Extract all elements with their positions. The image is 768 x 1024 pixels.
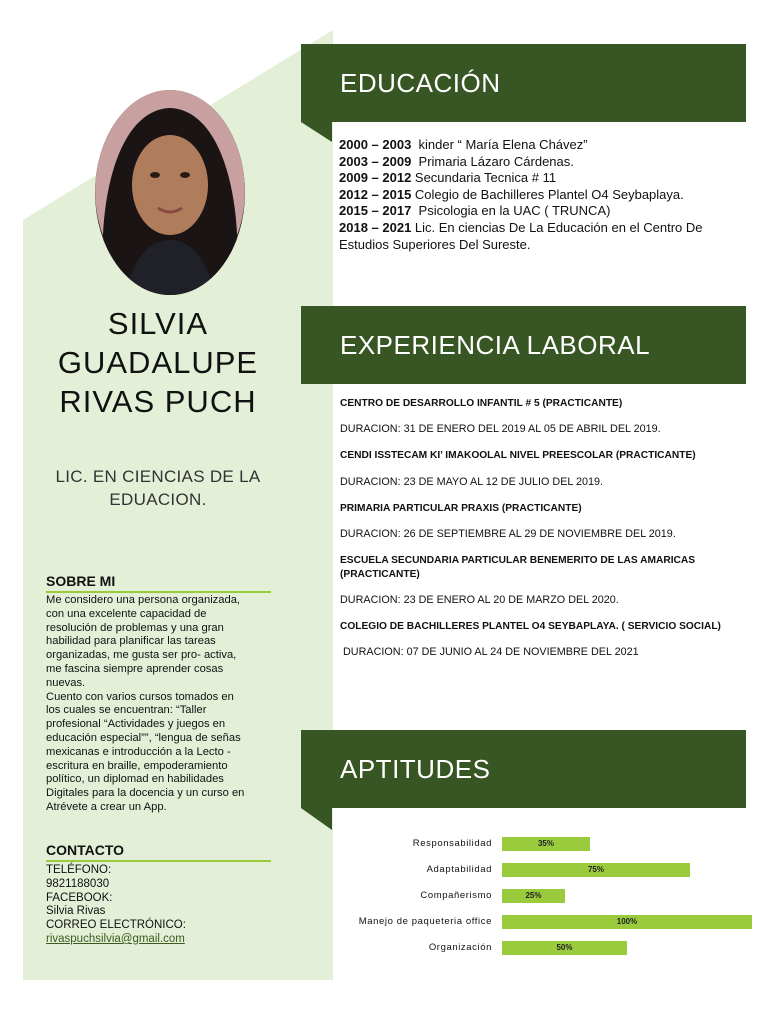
name-line: RIVAS PUCH [59, 384, 257, 419]
about-line: Cuento con varios cursos tomados en [46, 690, 234, 703]
job-title: ESCUELA SECUNDARIA PARTICULAR BENEMERITO DE LAS AMARICAS (PRACTICANTE) [340, 555, 696, 580]
education-list [339, 137, 744, 253]
about-line: los cuales se encuentran: “Taller [46, 704, 207, 717]
about-line: educación especial””, “lengua de señas [46, 731, 241, 744]
about-line: escritura en braille, empoderamiento [46, 759, 228, 772]
education-years: 2003 – 2009 [339, 153, 412, 169]
job-duration: DURACION: 07 DE JUNIO AL 24 DE NOVIEMBRE DEL 2021 [343, 646, 639, 659]
skill-bar [502, 889, 565, 903]
skill-row [330, 836, 768, 852]
skill-label: Adaptabilidad [426, 864, 492, 875]
job-duration: DURACION: 26 DE SEPTIEMBRE AL 29 DE NOVIEMBRE DEL 2019. [340, 528, 676, 541]
skill-bar [502, 863, 690, 877]
job-duration: DURACION: 23 DE MAYO AL 12 DE JULIO DEL 2019. [340, 475, 604, 488]
job-title: COLEGIO DE BACHILLERES PLANTEL O4 SEYBAPLAYA. ( SERVICIO SOCIAL) [340, 621, 721, 633]
about-line: me fascina siempre aprender cosas [46, 662, 224, 675]
about-line: político, un diplomad en habilidades [46, 773, 224, 786]
about-line: Digitales para la docencia y un curso en [46, 787, 245, 800]
skill-bar [502, 915, 752, 929]
about-line: mexicanas e introducción a la Lecto - [46, 745, 231, 758]
education-band [301, 44, 746, 122]
skill-row [330, 914, 768, 930]
education-row [339, 187, 744, 204]
job-title: CENTRO DE DESARROLLO INFANTIL # 5 (PRACTICANTE) [340, 398, 623, 409]
about-line: con una excelente capacidad de [46, 607, 207, 620]
education-row [339, 203, 744, 220]
email-label: CORREO ELECTRÓNICO: [46, 919, 186, 932]
degree-line: EDUACION. [109, 490, 207, 509]
education-text: Secundaria Tecnica # 11 [411, 170, 557, 186]
about-line: habilidad para planificar las tareas [46, 635, 216, 648]
skill-value: 100% [616, 917, 638, 926]
job-title: CENDI ISSTECAM KI’ IMAKOOLAL NIVEL PREESCOLAR (PRACTICANTE) [340, 450, 696, 462]
job-duration: DURACION: 31 DE ENERO DEL 2019 AL 05 DE ABRIL DEL 2019. [340, 423, 661, 436]
skill-row [330, 940, 768, 956]
education-years: 2018 – 2021 [339, 219, 412, 235]
name-line: GUADALUPE [57, 345, 259, 380]
degree-title [40, 465, 276, 511]
job-duration: DURACION: 23 DE ENERO AL 20 DE MARZO DEL 2020. [340, 594, 619, 607]
skill-label: Responsabilidad [412, 838, 492, 849]
full-name [30, 304, 286, 421]
skills-band [301, 730, 746, 808]
contact-heading: CONTACTO [46, 842, 271, 862]
education-row [339, 154, 744, 171]
skill-row [330, 862, 768, 878]
skills-title: APTITUDES [340, 753, 491, 784]
education-text: Psicologia en la UAC ( TRUNCA) [411, 203, 611, 219]
education-years: 2012 – 2015 [339, 186, 412, 202]
education-row [339, 137, 744, 154]
name-line: SILVIA [107, 306, 209, 341]
skill-bar [502, 837, 590, 851]
about-line: resolución de problemas y una gran [46, 621, 224, 634]
skill-value: 35% [537, 839, 554, 848]
about-line: Atrévete a crear un App. [46, 800, 167, 813]
degree-line: LIC. EN CIENCIAS DE LA [55, 467, 261, 486]
about-line: profesional “Actividades y juegos en [46, 718, 226, 731]
contact-block [46, 864, 271, 947]
experience-list [340, 397, 745, 672]
facebook-value: Silvia Rivas [46, 905, 106, 918]
skill-label: Manejo de paqueteria office [358, 916, 492, 927]
about-text [46, 594, 271, 815]
experience-title: EXPERIENCIA LABORAL [340, 329, 651, 360]
about-heading: SOBRE MI [46, 573, 271, 593]
education-row [339, 220, 744, 253]
about-line: organizadas, me gusta ser pro- activa, [46, 649, 237, 662]
about-line: nuevas. [46, 676, 86, 689]
education-years: 2015 – 2017 [339, 203, 412, 219]
education-text: Colegio de Bachilleres Plantel O4 Seybaplaya. [411, 186, 684, 202]
education-title: EDUCACIÓN [340, 67, 501, 98]
skill-value: 25% [525, 891, 542, 900]
education-text: kinder “ María Elena Chávez” [411, 137, 588, 152]
education-text: Lic. En ciencias De La Educación en el Centro De Estudios Superiores Del Sureste. [339, 219, 707, 252]
phone-label: TELÉFONO: [46, 864, 112, 876]
skill-bar [502, 941, 627, 955]
skill-label: Compañerismo [420, 890, 492, 901]
skill-row [330, 888, 768, 904]
job-title: PRIMARIA PARTICULAR PRAXIS (PRACTICANTE) [340, 502, 582, 514]
profile-photo [95, 90, 245, 295]
skill-value: 50% [556, 943, 573, 952]
education-years: 2000 – 2003 [339, 137, 412, 152]
experience-band [301, 306, 746, 384]
email-link[interactable]: rivaspuchsilvia@gmail.com [46, 932, 185, 945]
facebook-label: FACEBOOK: [46, 891, 113, 904]
skill-value: 75% [587, 865, 604, 874]
education-row [339, 170, 744, 187]
about-line: Me considero una persona organizada, [46, 594, 241, 606]
education-text: Primaria Lázaro Cárdenas. [411, 153, 574, 169]
education-years: 2009 – 2012 [339, 170, 412, 186]
skill-label: Organización [428, 942, 492, 953]
phone-value: 9821188030 [46, 877, 110, 890]
